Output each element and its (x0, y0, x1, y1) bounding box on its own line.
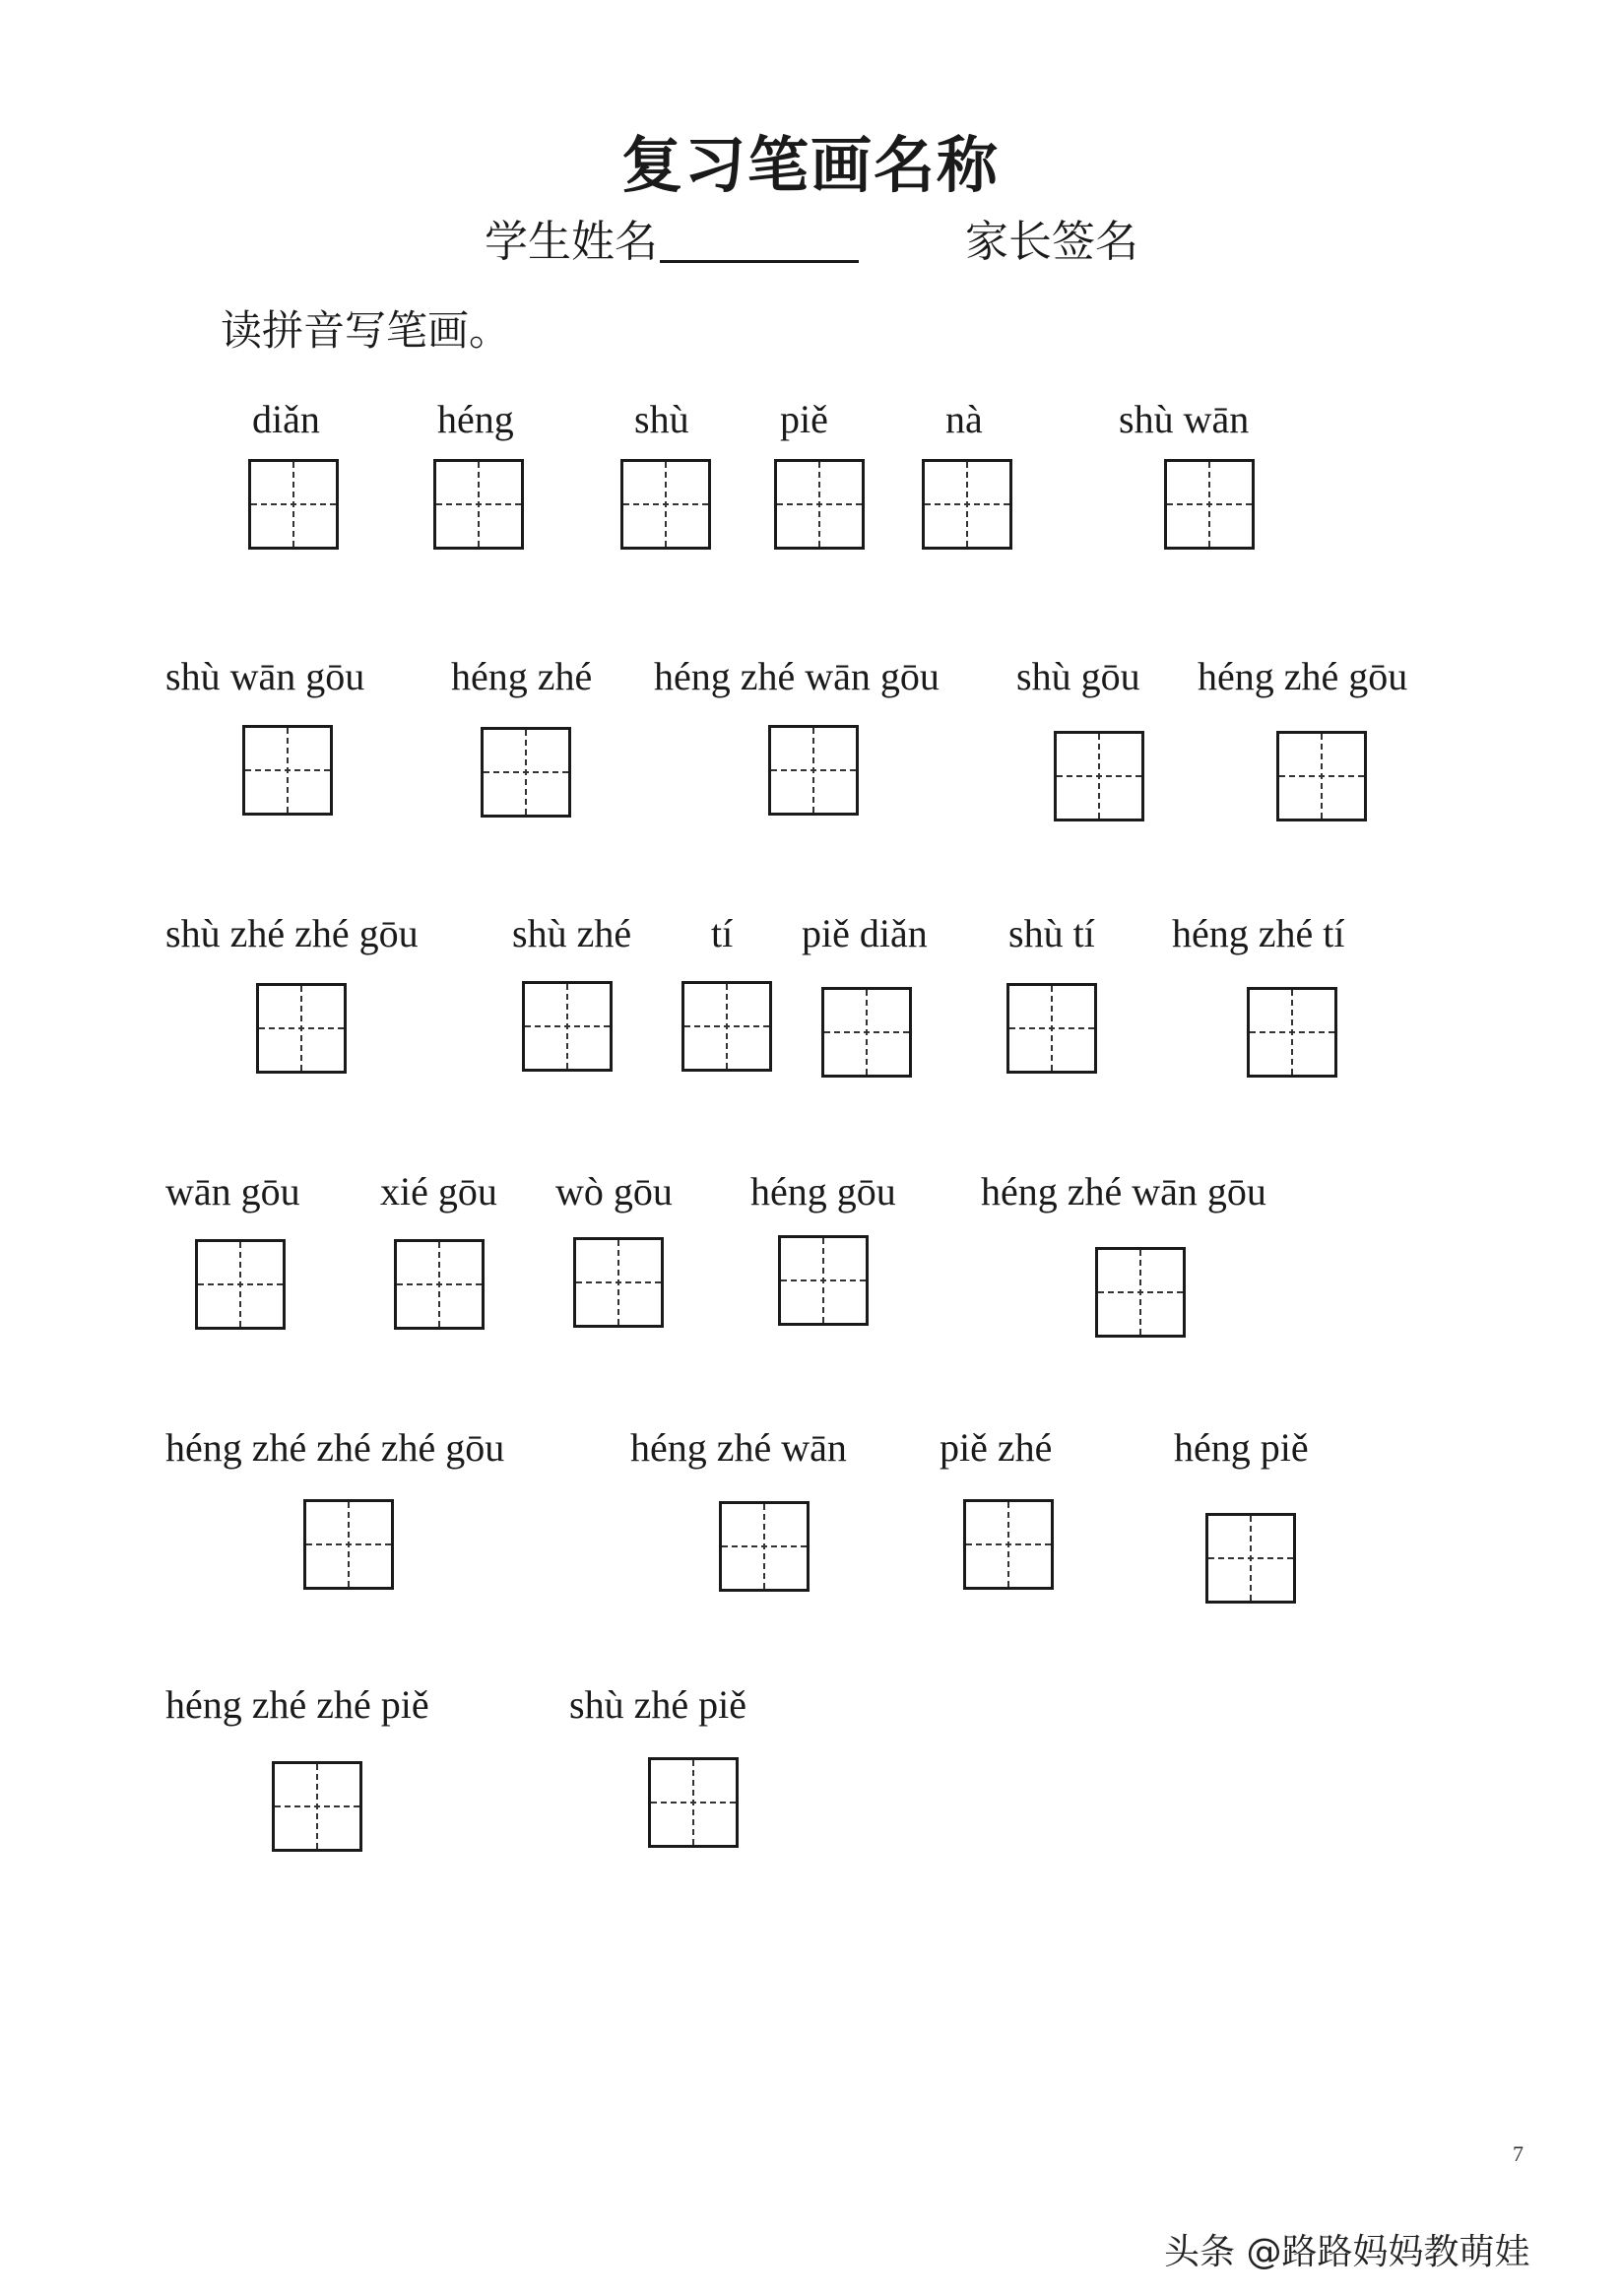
writing-box[interactable] (394, 1239, 485, 1330)
instruction-text: 读拼音写笔画。 (221, 306, 511, 355)
writing-box[interactable] (648, 1757, 739, 1848)
pinyin-label: shù tí (1008, 911, 1095, 955)
pinyin-label: héng gōu (750, 1169, 896, 1214)
pinyin-label: diǎn (252, 397, 320, 441)
pinyin-label: héng zhé zhé piě (165, 1682, 429, 1727)
pinyin-label: héng zhé zhé zhé gōu (165, 1425, 505, 1470)
writing-box[interactable] (1006, 983, 1097, 1074)
pinyin-label: wān gōu (165, 1169, 300, 1214)
writing-box[interactable] (963, 1499, 1054, 1590)
writing-box[interactable] (522, 981, 613, 1072)
writing-box[interactable] (1054, 731, 1144, 821)
pinyin-label: tí (711, 911, 734, 955)
pinyin-label: piě (780, 397, 828, 441)
pinyin-label: wò gōu (555, 1169, 673, 1214)
signature-line (485, 215, 1138, 270)
writing-box[interactable] (256, 983, 347, 1074)
writing-box[interactable] (433, 459, 524, 550)
writing-box[interactable] (248, 459, 339, 550)
pinyin-label: shù zhé (512, 911, 632, 955)
worksheet-title: 复习笔画名称 (620, 129, 1000, 201)
pinyin-label: shù gōu (1016, 654, 1140, 698)
student-name-label: 学生姓名 (485, 217, 658, 267)
writing-box[interactable] (681, 981, 772, 1072)
pinyin-label: shù zhé piě (569, 1682, 746, 1727)
writing-box[interactable] (768, 725, 859, 816)
writing-box[interactable] (778, 1235, 869, 1326)
pinyin-label: héng zhé wān gōu (654, 654, 940, 698)
writing-box[interactable] (922, 459, 1012, 550)
pinyin-label: shù wān gōu (165, 654, 365, 698)
pinyin-label: héng piě (1174, 1425, 1309, 1470)
pinyin-label: shù wān (1119, 397, 1250, 441)
pinyin-label: xié gōu (380, 1169, 497, 1214)
pinyin-label: héng (437, 397, 514, 441)
pinyin-label: shù zhé zhé gōu (165, 911, 419, 955)
pinyin-label: piě zhé (940, 1425, 1053, 1470)
writing-box[interactable] (1164, 459, 1255, 550)
pinyin-label: shù (634, 397, 689, 441)
writing-box[interactable] (573, 1237, 664, 1328)
writing-box[interactable] (242, 725, 333, 816)
pinyin-label: héng zhé wān (630, 1425, 847, 1470)
page-number: 7 (1513, 2141, 1524, 2166)
writing-box[interactable] (1205, 1513, 1296, 1604)
pinyin-label: piě diǎn (802, 911, 928, 955)
parent-signature-label: 家长签名 (965, 217, 1138, 267)
writing-box[interactable] (1095, 1247, 1186, 1338)
pinyin-label: héng zhé gōu (1198, 654, 1408, 698)
writing-box[interactable] (1276, 731, 1367, 821)
writing-box[interactable] (1247, 987, 1337, 1078)
writing-box[interactable] (821, 987, 912, 1078)
pinyin-label: héng zhé wān gōu (981, 1169, 1266, 1214)
pinyin-label: héng zhé tí (1172, 911, 1345, 955)
pinyin-label: héng zhé (451, 654, 593, 698)
writing-box[interactable] (195, 1239, 286, 1330)
pinyin-label: nà (945, 397, 983, 441)
writing-box[interactable] (620, 459, 711, 550)
writing-box[interactable] (272, 1761, 362, 1852)
writing-box[interactable] (774, 459, 865, 550)
student-name-blank[interactable] (660, 215, 859, 263)
writing-box[interactable] (303, 1499, 394, 1590)
writing-box[interactable] (719, 1501, 810, 1592)
writing-box[interactable] (481, 727, 571, 818)
watermark: 头条 @路路妈妈教萌娃 (1164, 2232, 1530, 2272)
